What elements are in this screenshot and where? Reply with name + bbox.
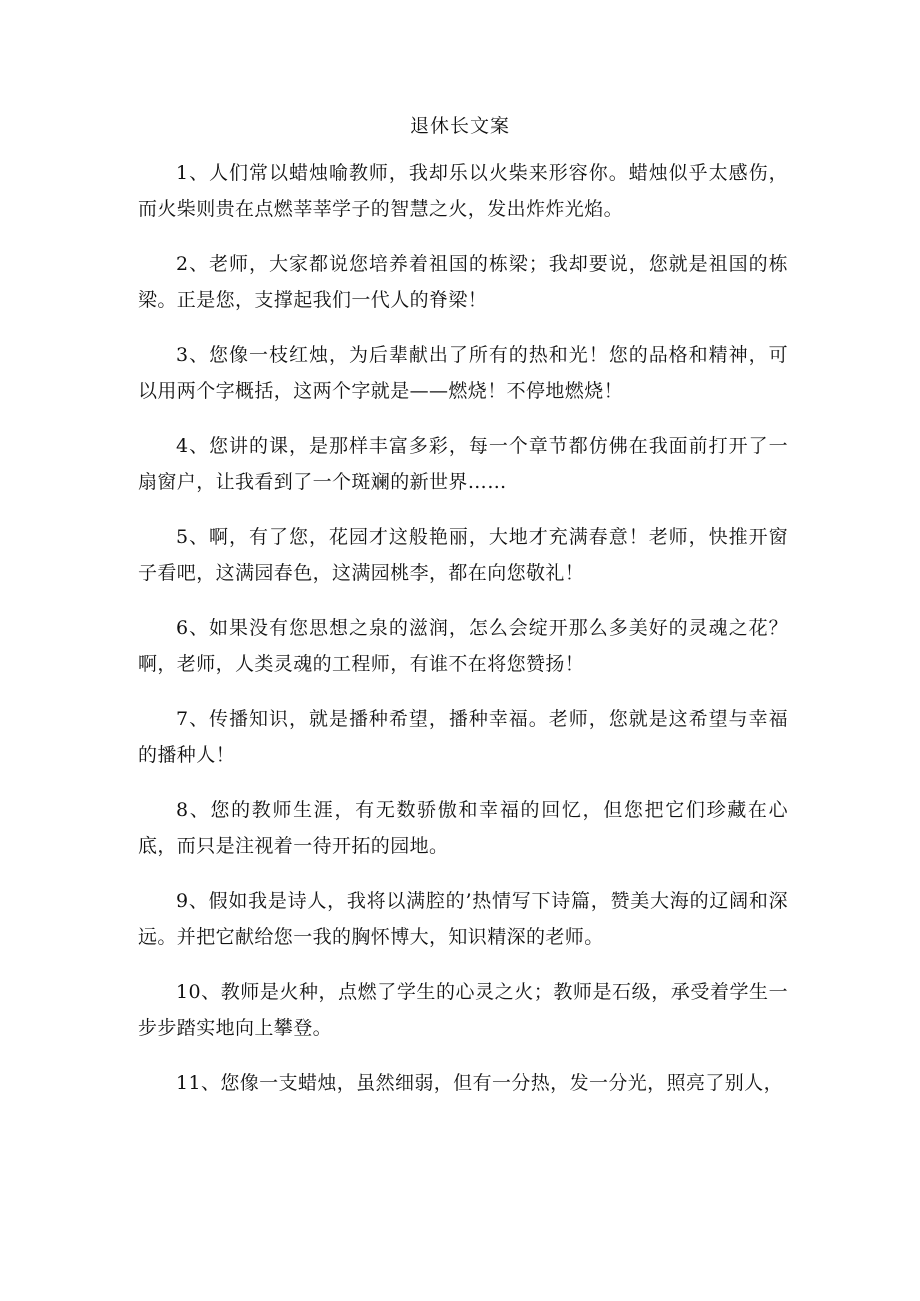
document-body [138,155,788,1120]
paragraph-3: 3、您像一枝红烛，为后辈献出了所有的热和光！您的品格和精神，可以用两个字概括，这两个字就是——燃烧！不停地燃烧！ [138,344,788,402]
paragraph-10: 10、教师是火种，点燃了学生的心灵之火；教师是石级，承受着学生一步步踏实地向上攀登。 [138,981,788,1039]
paragraph-5: 5、啊，有了您，花园才这般艳丽，大地才充满春意！老师，快推开窗子看吧，这满园春色，这满园桃李，都在向您敬礼！ [138,526,788,584]
paragraph-4: 4、您讲的课，是那样丰富多彩，每一个章节都仿佛在我面前打开了一扇窗户，让我看到了一个斑斓的新世界…… [138,435,788,493]
paragraph-1: 1、人们常以蜡烛喻教师，我却乐以火柴来形容你。蜡烛似乎太感伤，而火柴则贵在点燃莘莘学子的智慧之火，发出炸炸光焰。 [138,162,788,220]
document-title: 退休长文案 [409,115,510,137]
paragraph-2: 2、老师，大家都说您培养着祖国的栋梁；我却要说，您就是祖国的栋梁。正是您，支撑起我们一代人的脊梁！ [138,253,788,311]
paragraph-7: 7、传播知识，就是播种希望，播种幸福。老师，您就是这希望与幸福的播种人！ [138,708,788,766]
paragraph-9: 9、假如我是诗人，我将以满腔的’热情写下诗篇，赞美大海的辽阔和深远。并把它献给您一我的胸怀博大，知识精深的老师。 [138,890,788,948]
paragraph-11: 11、您像一支蜡烛，虽然细弱，但有一分热，发一分光，照亮了别人， [176,1072,783,1094]
paragraph-6: 6、如果没有您思想之泉的滋润，怎么会绽开那么多美好的灵魂之花？啊，老师，人类灵魂的工程师，有谁不在将您赞扬！ [138,617,788,675]
paragraph-8: 8、您的教师生涯，有无数骄傲和幸福的回忆，但您把它们珍藏在心底，而只是注视着一待开拓的园地。 [138,799,788,857]
